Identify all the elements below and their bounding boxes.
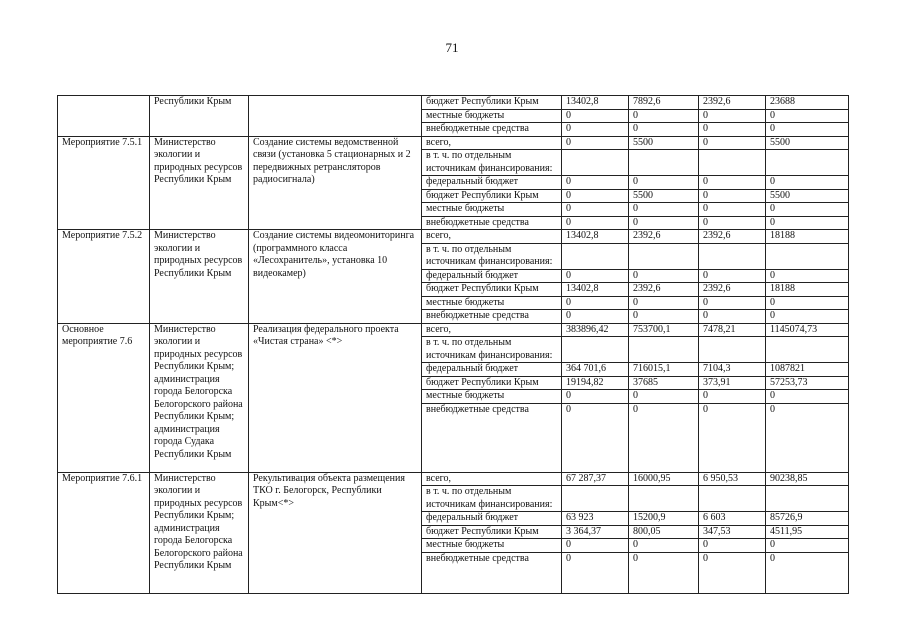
total-value-cell: 0 [766, 552, 849, 593]
year-value-cell: 13402,8 [562, 230, 629, 244]
year-value-cell: 6 950,53 [699, 472, 766, 486]
measure-cell [58, 96, 150, 137]
year-value-cell [562, 486, 629, 512]
funding-source-cell: бюджет Республики Крым [422, 525, 562, 539]
funding-source-cell: местные бюджеты [422, 203, 562, 217]
year-value-cell: 0 [562, 109, 629, 123]
year-value-cell: 0 [562, 539, 629, 553]
funding-source-cell: бюджет Республики Крым [422, 376, 562, 390]
year-value-cell [562, 150, 629, 176]
year-value-cell: 2392,6 [629, 283, 699, 297]
executor-cell: Республики Крым [150, 96, 249, 137]
activity-name-cell: Рекультивация объекта размещения ТКО г. Белогорск, Республики Крым<*> [249, 472, 422, 593]
year-value-cell: 0 [629, 176, 699, 190]
total-value-cell: 0 [766, 539, 849, 553]
total-value-cell: 23688 [766, 96, 849, 110]
year-value-cell: 0 [699, 310, 766, 324]
year-value-cell: 67 287,37 [562, 472, 629, 486]
funding-source-cell: всего, [422, 230, 562, 244]
funding-source-cell: в т. ч. по отдельным источникам финансирования: [422, 150, 562, 176]
measure-cell: Мероприятие 7.5.1 [58, 136, 150, 230]
year-value-cell: 0 [562, 390, 629, 404]
year-value-cell: 0 [629, 123, 699, 137]
year-value-cell: 0 [699, 216, 766, 230]
year-value-cell: 0 [699, 136, 766, 150]
year-value-cell [629, 486, 699, 512]
total-value-cell: 1087821 [766, 363, 849, 377]
year-value-cell: 7892,6 [629, 96, 699, 110]
year-value-cell [629, 243, 699, 269]
table-row [58, 96, 849, 110]
year-value-cell: 0 [629, 296, 699, 310]
activity-name-cell: Создание системы ведомственной связи (установка 5 стационарных и 2 передвижных ретрансляторов радиосигнала) [249, 136, 422, 230]
table-row [58, 136, 849, 150]
total-value-cell: 5500 [766, 136, 849, 150]
funding-source-cell: внебюджетные средства [422, 552, 562, 593]
funding-source-cell: бюджет Республики Крым [422, 96, 562, 110]
year-value-cell: 6 603 [699, 512, 766, 526]
year-value-cell: 0 [562, 552, 629, 593]
measure-cell: Основное мероприятие 7.6 [58, 323, 150, 472]
year-value-cell [562, 243, 629, 269]
year-value-cell: 37685 [629, 376, 699, 390]
measure-cell: Мероприятие 7.6.1 [58, 472, 150, 593]
funding-source-cell: всего, [422, 472, 562, 486]
total-value-cell: 18188 [766, 230, 849, 244]
year-value-cell: 19194,82 [562, 376, 629, 390]
year-value-cell: 63 923 [562, 512, 629, 526]
year-value-cell: 800,05 [629, 525, 699, 539]
funding-source-cell: внебюджетные средства [422, 216, 562, 230]
year-value-cell: 2392,6 [629, 230, 699, 244]
year-value-cell [699, 150, 766, 176]
funding-source-cell: местные бюджеты [422, 539, 562, 553]
total-value-cell: 4511,95 [766, 525, 849, 539]
year-value-cell: 2392,6 [699, 230, 766, 244]
year-value-cell: 0 [699, 552, 766, 593]
funding-source-cell: внебюджетные средства [422, 310, 562, 324]
year-value-cell: 0 [699, 269, 766, 283]
year-value-cell: 0 [629, 390, 699, 404]
year-value-cell: 753700,1 [629, 323, 699, 337]
executor-cell: Министерство экологии и природных ресурсов Республики Крым [150, 136, 249, 230]
year-value-cell: 0 [629, 539, 699, 553]
funding-source-cell: всего, [422, 323, 562, 337]
funding-source-cell: федеральный бюджет [422, 363, 562, 377]
year-value-cell: 373,91 [699, 376, 766, 390]
total-value-cell: 0 [766, 176, 849, 190]
year-value-cell: 5500 [629, 136, 699, 150]
measure-cell: Мероприятие 7.5.2 [58, 230, 150, 324]
total-value-cell: 57253,73 [766, 376, 849, 390]
total-value-cell: 0 [766, 310, 849, 324]
total-value-cell: 0 [766, 203, 849, 217]
funding-source-cell: в т. ч. по отдельным источникам финансирования: [422, 243, 562, 269]
funding-source-cell: местные бюджеты [422, 109, 562, 123]
year-value-cell: 2392,6 [699, 96, 766, 110]
table-row [58, 230, 849, 244]
year-value-cell: 0 [629, 216, 699, 230]
year-value-cell: 0 [699, 296, 766, 310]
total-value-cell: 0 [766, 216, 849, 230]
executor-cell: Министерство экологии и природных ресурсов Республики Крым; администрация города Белогорска Белогорского района Республики Крым [150, 472, 249, 593]
year-value-cell: 364 701,6 [562, 363, 629, 377]
activity-name-cell: Реализация федерального проекта «Чистая страна» <*> [249, 323, 422, 472]
year-value-cell: 7478,21 [699, 323, 766, 337]
year-value-cell [699, 243, 766, 269]
funding-source-cell: в т. ч. по отдельным источникам финансирования: [422, 337, 562, 363]
year-value-cell [629, 150, 699, 176]
total-value-cell: 0 [766, 403, 849, 472]
activity-name-cell [249, 96, 422, 137]
year-value-cell [562, 337, 629, 363]
funding-source-cell: местные бюджеты [422, 390, 562, 404]
funding-source-cell: федеральный бюджет [422, 512, 562, 526]
year-value-cell: 2392,6 [699, 283, 766, 297]
total-value-cell [766, 337, 849, 363]
year-value-cell: 0 [562, 136, 629, 150]
page-number: 71 [445, 40, 459, 55]
executor-cell: Министерство экологии и природных ресурсов Республики Крым [150, 230, 249, 324]
year-value-cell: 0 [562, 310, 629, 324]
funding-source-cell: всего, [422, 136, 562, 150]
year-value-cell: 13402,8 [562, 96, 629, 110]
total-value-cell [766, 150, 849, 176]
year-value-cell: 7104,3 [699, 363, 766, 377]
year-value-cell: 0 [629, 310, 699, 324]
year-value-cell: 5500 [629, 189, 699, 203]
year-value-cell: 0 [562, 203, 629, 217]
year-value-cell: 0 [562, 216, 629, 230]
total-value-cell [766, 486, 849, 512]
year-value-cell: 0 [562, 403, 629, 472]
total-value-cell: 0 [766, 123, 849, 137]
year-value-cell: 0 [699, 123, 766, 137]
year-value-cell: 0 [699, 109, 766, 123]
year-value-cell: 0 [629, 203, 699, 217]
year-value-cell: 0 [562, 269, 629, 283]
total-value-cell: 0 [766, 109, 849, 123]
year-value-cell: 13402,8 [562, 283, 629, 297]
executor-cell: Министерство экологии и природных ресурсов Республики Крым; администрация города Белогорска Белогорского района Республики Крым; администрация города Судака Республики Крым [150, 323, 249, 472]
year-value-cell: 16000,95 [629, 472, 699, 486]
total-value-cell: 90238,85 [766, 472, 849, 486]
year-value-cell: 716015,1 [629, 363, 699, 377]
total-value-cell [766, 243, 849, 269]
funding-source-cell: в т. ч. по отдельным источникам финансирования: [422, 486, 562, 512]
funding-source-cell: бюджет Республики Крым [422, 189, 562, 203]
total-value-cell: 0 [766, 269, 849, 283]
table-row [58, 472, 849, 486]
year-value-cell: 0 [629, 403, 699, 472]
year-value-cell: 0 [629, 552, 699, 593]
year-value-cell: 0 [699, 539, 766, 553]
budget-table-body [58, 96, 849, 594]
total-value-cell: 0 [766, 390, 849, 404]
budget-table [57, 95, 849, 594]
total-value-cell: 18188 [766, 283, 849, 297]
year-value-cell: 0 [699, 203, 766, 217]
year-value-cell [699, 486, 766, 512]
year-value-cell: 0 [562, 189, 629, 203]
funding-source-cell: внебюджетные средства [422, 403, 562, 472]
funding-source-cell: федеральный бюджет [422, 176, 562, 190]
year-value-cell: 0 [562, 123, 629, 137]
year-value-cell: 0 [562, 176, 629, 190]
year-value-cell [699, 337, 766, 363]
year-value-cell [629, 337, 699, 363]
funding-source-cell: федеральный бюджет [422, 269, 562, 283]
year-value-cell: 347,53 [699, 525, 766, 539]
year-value-cell: 15200,9 [629, 512, 699, 526]
year-value-cell: 0 [562, 296, 629, 310]
year-value-cell: 3 364,37 [562, 525, 629, 539]
activity-name-cell: Создание системы видеомониторинга (программного класса «Лесохранитель», установка 10 видеокамер) [249, 230, 422, 324]
total-value-cell: 1145074,73 [766, 323, 849, 337]
year-value-cell: 0 [699, 403, 766, 472]
year-value-cell: 383896,42 [562, 323, 629, 337]
year-value-cell: 0 [699, 189, 766, 203]
funding-source-cell: внебюджетные средства [422, 123, 562, 137]
funding-source-cell: местные бюджеты [422, 296, 562, 310]
total-value-cell: 0 [766, 296, 849, 310]
year-value-cell: 0 [629, 269, 699, 283]
table-row [58, 323, 849, 337]
year-value-cell: 0 [629, 109, 699, 123]
total-value-cell: 5500 [766, 189, 849, 203]
year-value-cell: 0 [699, 390, 766, 404]
funding-source-cell: бюджет Республики Крым [422, 283, 562, 297]
total-value-cell: 85726,9 [766, 512, 849, 526]
year-value-cell: 0 [699, 176, 766, 190]
